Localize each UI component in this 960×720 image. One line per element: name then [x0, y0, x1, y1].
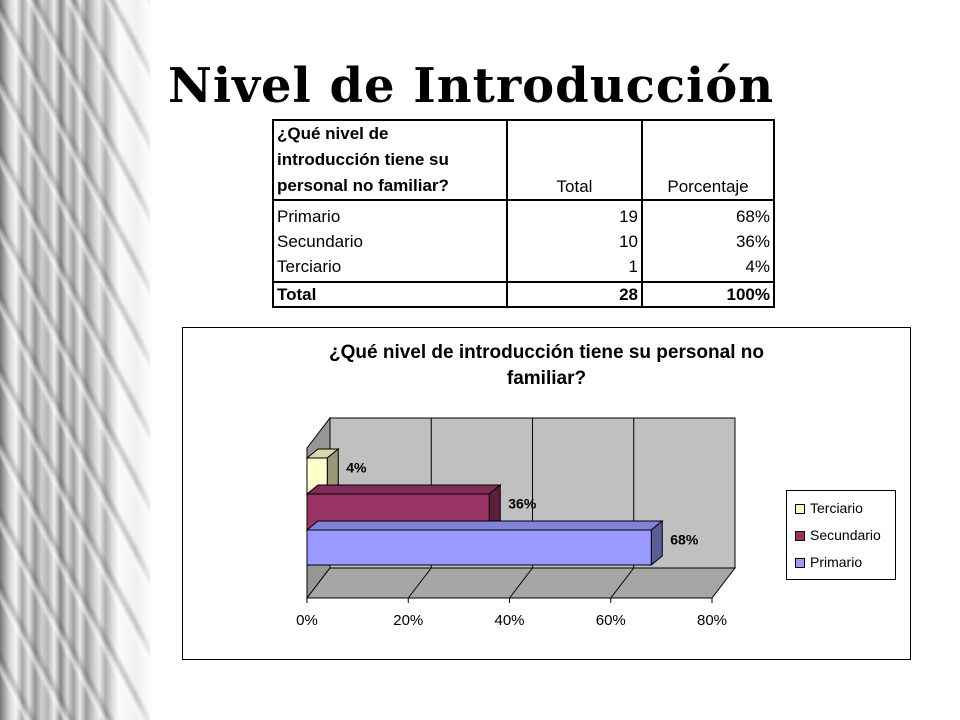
legend-swatch-terciario [795, 504, 805, 514]
header-question-line: ¿Qué nivel de [277, 124, 389, 143]
legend-item-secundario [795, 526, 881, 544]
data-table [272, 119, 775, 308]
chart-legend [786, 490, 896, 580]
legend-item-primario [795, 553, 862, 571]
x-tick-label: 20% [393, 612, 424, 629]
legend-label: Terciario [810, 500, 863, 516]
footer-total: 28 [507, 282, 642, 307]
data-label-terciario: 4% [346, 459, 367, 476]
chart-area [182, 327, 911, 660]
header-question-line: introducción tiene su [277, 150, 449, 169]
header-total: Total [507, 120, 642, 200]
table-row [273, 254, 774, 282]
row-total: 19 [507, 200, 642, 229]
table-row [273, 229, 774, 254]
footer-label: Total [273, 282, 507, 307]
row-label: Secundario [273, 229, 507, 254]
x-tick-label: 60% [595, 612, 626, 629]
row-total: 1 [507, 254, 642, 282]
legend-item-terciario [795, 499, 863, 517]
table-header-row [273, 120, 774, 200]
x-tick-label: 80% [696, 612, 728, 629]
header-question [273, 120, 507, 200]
x-tick-label: 40% [494, 612, 525, 629]
chart-title-line: familiar? [506, 368, 587, 389]
bar-primario [307, 530, 651, 565]
decorative-side-border [0, 0, 160, 720]
legend-swatch-primario [795, 558, 805, 568]
chart-title-line: ¿Qué nivel de introducción tiene su personal no [329, 342, 764, 363]
row-total: 10 [507, 229, 642, 254]
row-label: Primario [273, 200, 507, 229]
header-porcentaje: Porcentaje [642, 120, 774, 200]
legend-label: Secundario [810, 527, 881, 543]
footer-porcentaje: 100% [642, 282, 774, 307]
data-label-secundario: 36% [508, 495, 537, 512]
header-question-line: personal no familiar? [277, 176, 449, 195]
bar-top-primario [307, 521, 662, 530]
x-tick-label: 0% [296, 612, 318, 629]
legend-label: Primario [810, 554, 863, 570]
data-label-primario: 68% [670, 531, 699, 548]
row-porcentaje: 36% [642, 229, 774, 254]
page-title: Nivel de Introducción [168, 58, 775, 114]
legend-swatch-secundario [795, 531, 805, 541]
row-porcentaje: 4% [642, 254, 774, 282]
row-porcentaje: 68% [642, 200, 774, 229]
row-label: Terciario [273, 254, 507, 282]
table-row [273, 200, 774, 229]
bar-top-secundario [307, 485, 500, 494]
table-footer-row [273, 282, 774, 307]
